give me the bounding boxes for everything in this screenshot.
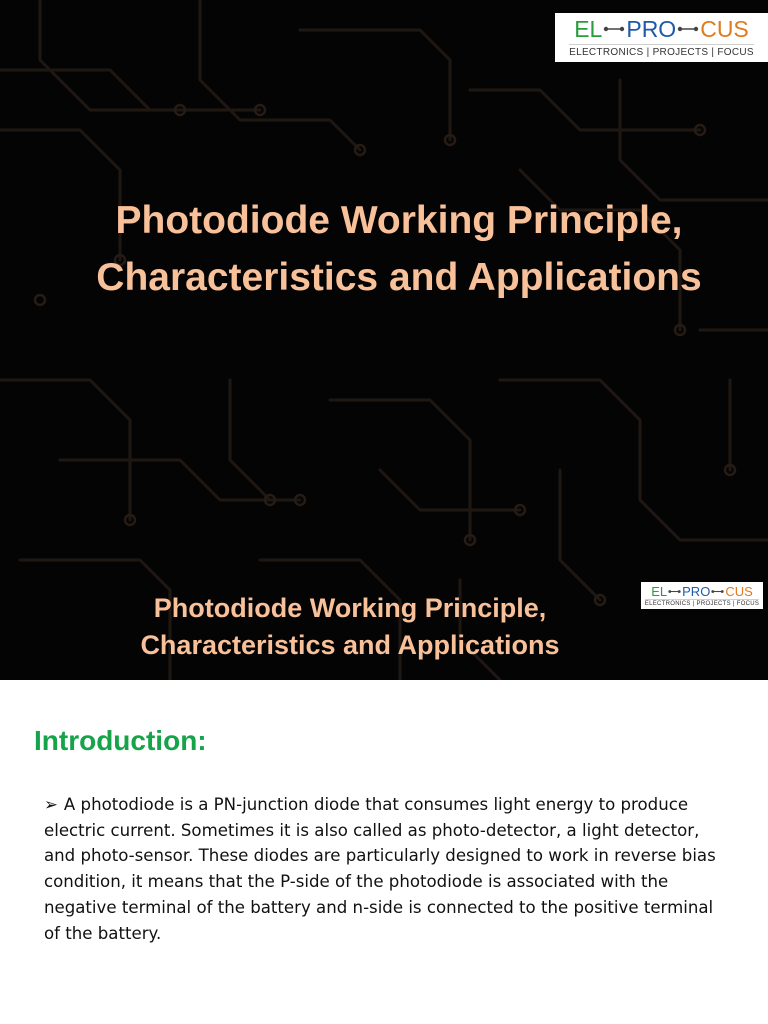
logo-tagline: ELECTRONICS | PROJECTS | FOCUS [644,600,760,607]
introduction-text: A photodiode is a PN-junction diode that consumes light energy to produce electric current. Sometimes it is also called as photo-detector, a light detector, and photo-sensor. These diodes are particularly designed to work in reverse bias condition, it means that the P-side of the photodiode is associated with the negative terminal of the battery and n-side is connected to the positive terminal of the battery. [44,795,716,943]
logo-tagline: ELECTRONICS | PROJECTS | FOCUS [569,44,754,58]
slide-subtitle: Photodiode Working Principle, Characteristics and Applications [140,593,560,660]
logo-pro: PRO [682,583,711,599]
logo-el: EL [574,15,603,42]
logo-el: EL [651,583,668,599]
logo-cus: CUS [700,15,749,42]
logo-wordmark [574,15,749,42]
slide-title: Photodiode Working Principle, Characteristics and Applications [96,199,702,299]
elprocus-logo-small [641,582,763,609]
arrow-bullet-icon: ➢ [44,795,58,814]
logo-cus: CUS [725,583,753,599]
introduction-heading: Introduction: [34,725,207,756]
logo-wordmark [651,585,753,598]
introduction-bullet [44,792,734,946]
link-icon [603,24,625,34]
link-icon [711,588,724,595]
link-icon [668,588,681,595]
introduction-slide [0,680,768,1024]
elprocus-logo [555,13,768,62]
logo-pro: PRO [626,15,677,42]
link-icon [677,24,699,34]
